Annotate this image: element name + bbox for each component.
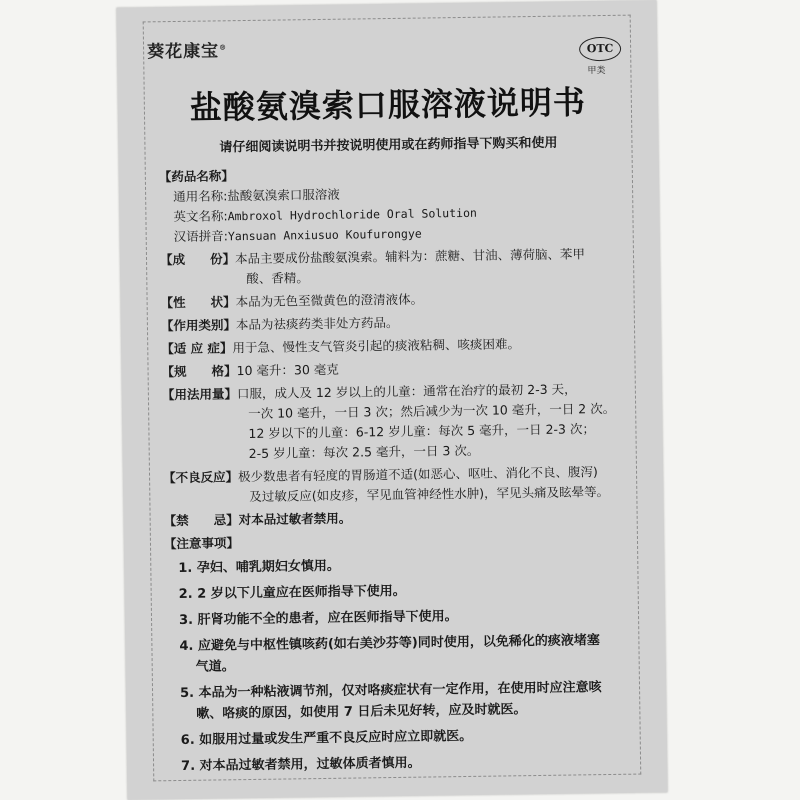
composition-value: 本品主要成份盐酸氨溴索。辅料为：蔗糖、甘油、薄荷脑、苯甲 — [234, 246, 586, 267]
precaution-item: 5. 本品为一种粘液调节剂，仅对咯痰症状有一定作用，在使用时应注意咳 嗽、咯痰的原因，如使用 7 日后未见好转，应及时就医。 — [179, 680, 602, 722]
usage-label: 【用法用量】 — [161, 386, 238, 403]
adverse-line-2: 及过敏反应(如皮疹，罕见血管神经性水肿)，罕见头痛及眩晕等。 — [249, 483, 610, 505]
adverse-value: 极少数患者有轻度的胃肠道不适(如恶心、呕吐、消化不良、腹泻) — [237, 464, 598, 485]
leaflet-sheet — [116, 0, 667, 799]
category-row — [161, 309, 651, 336]
spec-value: 10 毫升：30 毫克 — [236, 361, 339, 379]
indications-label: 【适 应 症】 — [161, 340, 233, 357]
generic-name-label: 通用名称: — [173, 188, 228, 205]
drug-name-label: 【药品名称】 — [158, 168, 234, 185]
usage-line-2: 一次 10 毫升，一日 3 次；然后减少为一次 10 毫升，一日 2 次。 — [248, 400, 616, 422]
pinyin-label: 汉语拼音: — [173, 228, 229, 245]
document-subtitle: 请仔细阅读说明书并按说明使用或在药师指导下购买和使用 — [219, 135, 558, 156]
usage-line-4: 2-5 岁儿童：每次 2.5 毫升，一日 3 次。 — [248, 442, 480, 462]
contraindications-row — [164, 504, 654, 531]
pinyin-value: Yansuan Anxiusuo Koufurongye — [227, 226, 422, 244]
document-title: 盐酸氨溴索口服溶液说明书 — [189, 83, 587, 127]
properties-value: 本品为无色至微黄色的澄清液体。 — [235, 291, 424, 310]
precaution-item: 3. 肝肾功能不全的患者，应在医师指导下使用。 — [178, 609, 458, 628]
properties-label: 【性 状】 — [160, 294, 236, 311]
usage-line-3: 12 岁以下的儿童：6-12 岁儿童：每次 5 毫升，一日 2-3 次； — [248, 421, 596, 442]
contraindications-label: 【禁 忌】 — [163, 512, 239, 529]
precaution-item: 2. 2 岁以下儿童应在医师指导下使用。 — [178, 583, 406, 602]
precautions-heading — [164, 527, 654, 554]
english-name-value: Ambroxol Hydrochloride Oral Solution — [227, 205, 477, 224]
adverse-label: 【不良反应】 — [162, 469, 239, 486]
composition-continuation: 酸、香精。 — [246, 270, 309, 287]
category-value: 本品为祛痰药类非处方药品。 — [235, 314, 399, 333]
composition-label: 【成 份】 — [159, 251, 236, 268]
precaution-item: 7. 对本品过敏者禁用，过敏体质者慎用。 — [180, 755, 421, 774]
otc-badge: OTC — [579, 37, 621, 62]
contraindications-value: 对本品过敏者禁用。 — [238, 510, 352, 528]
indications-value: 用于急、慢性支气管炎引起的痰液粘稠、咳痰困难。 — [232, 336, 521, 356]
spec-label: 【规 格】 — [161, 363, 237, 380]
english-name-label: 英文名称: — [173, 208, 228, 225]
precautions-list — [164, 551, 657, 777]
spec-row — [161, 355, 651, 382]
category-label: 【作用类别】 — [160, 317, 237, 334]
indications-row — [161, 332, 651, 359]
otc-class-label: 甲类 — [587, 65, 606, 77]
precautions-label: 【注意事项】 — [163, 535, 240, 552]
leaflet-content — [159, 160, 658, 782]
usage-value: 口服，成人及 12 岁以上的儿童：通常在治疗的最初 2-3 天， — [236, 381, 577, 402]
precaution-item: 4. 应避免与中枢性镇咳药(如右美沙芬等)同时使用，以免稀化的痰液堵塞 气道。 — [179, 633, 600, 675]
properties-row — [160, 286, 650, 313]
brand-logo: 葵花康宝® — [146, 41, 228, 63]
generic-name-value: 盐酸氨溴索口服溶液 — [227, 186, 340, 204]
precaution-item: 6. 如服用过量或发生严重不良反应时应立即就医。 — [180, 728, 473, 748]
precaution-item: 1. 孕妇、哺乳期妇女慎用。 — [178, 558, 340, 576]
